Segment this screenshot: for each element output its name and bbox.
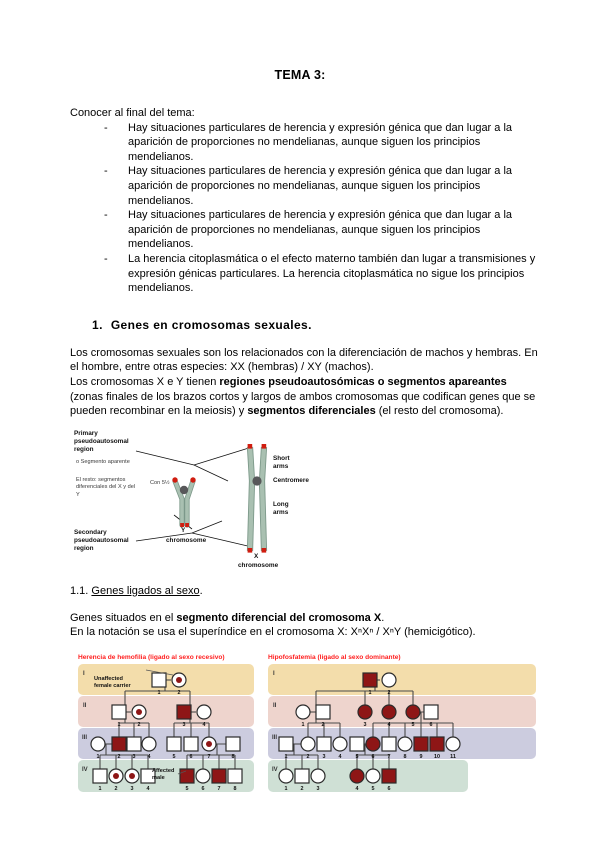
pedigree-symbol-female-unaffected xyxy=(333,737,347,751)
paragraph-text: . xyxy=(381,611,385,624)
pedigree-symbol-male-affected xyxy=(180,769,194,783)
generation-II-symbols xyxy=(296,705,438,719)
svg-text:4: 4 xyxy=(146,785,150,792)
pedigree-symbol-female-affected xyxy=(358,705,372,719)
pedigree-symbol-female-unaffected xyxy=(366,769,380,783)
pedigree-symbol-male-unaffected xyxy=(382,737,396,751)
pedigree-symbol-female-unaffected xyxy=(311,769,325,783)
paragraph-x-linked-genes xyxy=(70,611,538,626)
pedigree-symbol-male-unaffected xyxy=(167,737,181,751)
carrier-dot xyxy=(113,773,119,779)
carrier-dot xyxy=(176,677,182,683)
svg-text:5: 5 xyxy=(185,785,189,792)
svg-text:1: 1 xyxy=(368,689,372,696)
label-y-chromosome-name: Y xyxy=(181,526,186,534)
pedigree-symbol-male-affected xyxy=(430,737,444,751)
pedigree-symbol-male-unaffected xyxy=(127,737,141,751)
pedigree-title-hemophilia: Herencia de hemofilia (ligado al sexo recesivo) xyxy=(78,653,225,661)
svg-text:2: 2 xyxy=(137,721,141,728)
document-body xyxy=(0,106,600,804)
pedigree-symbol-female-affected xyxy=(350,769,364,783)
pedigree-svg-hypophosphatemia xyxy=(268,664,536,794)
pedigree-symbol-male-unaffected xyxy=(350,737,364,751)
y-chromosome-glyph xyxy=(172,477,195,527)
pedigree-symbol-female-affected xyxy=(382,705,396,719)
carrier-dot xyxy=(136,709,142,715)
svg-text:3: 3 xyxy=(132,753,136,760)
list-item xyxy=(104,164,538,208)
svg-text:3: 3 xyxy=(363,721,367,728)
dash-marker: - xyxy=(104,165,108,178)
annotation-line: female carrier xyxy=(94,682,131,689)
svg-text:4: 4 xyxy=(202,721,206,728)
svg-text:4: 4 xyxy=(355,785,359,792)
generation-label-III: III xyxy=(82,734,88,741)
subsection-title: Genes ligados al sexo xyxy=(91,584,200,597)
term-differential-segments: segmentos diferenciales xyxy=(247,405,376,418)
pedigree-chart-hemophilia xyxy=(78,664,254,799)
pedigree-symbol-male-unaffected xyxy=(226,737,240,751)
svg-text:6: 6 xyxy=(387,785,391,792)
svg-text:8: 8 xyxy=(231,753,235,760)
section-number: 1. xyxy=(92,317,103,332)
label-secondary-region xyxy=(74,529,136,554)
svg-text:1: 1 xyxy=(117,721,121,728)
svg-text:6: 6 xyxy=(189,753,193,760)
svg-text:11: 11 xyxy=(450,753,456,760)
label-line: arms xyxy=(273,462,289,470)
label-line: region xyxy=(74,446,94,454)
telomere-dot xyxy=(262,444,267,449)
paragraph-notation: En la notación se usa el superíndice en el cromosoma X: XⁿXⁿ / XⁿY (hemicigótico). xyxy=(70,626,476,639)
subsection-heading-1-1 xyxy=(70,585,538,597)
pedigree-symbol-male-unaffected xyxy=(184,737,198,751)
leader-lines xyxy=(136,447,252,547)
pedigree-charts-row xyxy=(70,654,538,804)
carrier-dot xyxy=(206,741,212,747)
term-pseudoautosomal: regiones pseudoautosómicas o segmentos apareantes xyxy=(219,375,507,388)
svg-text:1: 1 xyxy=(157,689,161,696)
list-item xyxy=(104,252,538,296)
svg-text:3: 3 xyxy=(130,785,134,792)
svg-text:2: 2 xyxy=(387,689,391,696)
objectives-list xyxy=(70,121,538,296)
label-x-chromosome-word: chromosome xyxy=(238,561,279,569)
generation-label-I: I xyxy=(273,670,275,677)
page-title: TEMA 3: xyxy=(274,68,326,82)
carrier-dot xyxy=(129,773,135,779)
svg-text:5: 5 xyxy=(355,753,359,760)
handwritten-note-con: Con 5½ xyxy=(150,479,170,486)
label-line: pseudoautosomal xyxy=(74,536,129,544)
annotation-line: Affected xyxy=(152,767,175,774)
annotation-unaffected-carrier xyxy=(94,676,131,690)
pedigree-symbol-male-unaffected xyxy=(317,737,331,751)
subsection-number: 1.1. xyxy=(70,584,89,597)
generation-label-II: II xyxy=(273,702,277,709)
pedigree-symbol-female-affected xyxy=(406,705,420,719)
svg-text:5: 5 xyxy=(411,721,415,728)
telomere-dot xyxy=(185,523,189,527)
telomere-dot xyxy=(262,548,267,553)
annotation-line: male xyxy=(152,774,165,781)
dash-marker: - xyxy=(104,121,108,134)
annotation-line: Unaffected xyxy=(94,675,123,682)
x-chromosome-glyph xyxy=(248,444,267,553)
svg-text:9: 9 xyxy=(419,753,423,760)
telomere-dot xyxy=(190,477,195,482)
label-line: region xyxy=(74,545,94,553)
label-short-arms xyxy=(273,455,290,471)
pedigree-symbol-female-unaffected xyxy=(91,737,105,751)
pedigree-symbol-male-unaffected xyxy=(93,769,107,783)
pedigree-symbol-female-unaffected xyxy=(398,737,412,751)
svg-text:8: 8 xyxy=(403,753,407,760)
pedigree-symbol-male-affected xyxy=(363,673,377,687)
svg-text:7: 7 xyxy=(387,753,391,760)
lead-text: Conocer al final del tema: xyxy=(70,107,195,119)
label-line: Secondary xyxy=(74,528,107,536)
pedigree-symbol-female-unaffected xyxy=(196,769,210,783)
svg-text:2: 2 xyxy=(300,785,304,792)
svg-text:2: 2 xyxy=(177,689,181,696)
generation-label-IV: IV xyxy=(272,766,278,773)
pedigree-symbol-female-affected xyxy=(366,737,380,751)
svg-text:1: 1 xyxy=(96,753,100,760)
label-centromere: Centromere xyxy=(273,476,309,484)
pedigree-symbol-male-unaffected xyxy=(152,673,166,687)
handwritten-note-apparent-segment: o Segmento aparente xyxy=(76,458,130,465)
svg-text:4: 4 xyxy=(147,753,151,760)
svg-text:4: 4 xyxy=(338,753,342,760)
svg-text:1: 1 xyxy=(301,721,305,728)
chromosome-figure xyxy=(74,429,309,569)
pedigree-symbol-male-affected xyxy=(177,705,191,719)
pedigree-symbol-female-unaffected xyxy=(382,673,396,687)
generation-band-I xyxy=(268,664,536,695)
svg-text:1: 1 xyxy=(284,753,288,760)
paragraph-pseudoautosomal xyxy=(70,375,538,419)
svg-text:1: 1 xyxy=(284,785,288,792)
pedigree-symbol-male-affected xyxy=(414,737,428,751)
svg-text:7: 7 xyxy=(217,785,221,792)
generation-label-III: III xyxy=(272,734,278,741)
centromere-dot xyxy=(252,476,261,485)
pedigree-symbol-male-unaffected xyxy=(316,705,330,719)
label-x-chromosome-name: X xyxy=(254,552,259,560)
list-item-text: Hay situaciones particulares de herencia y expresión génica que dan lugar a la aparición de proporciones no mendelianas, aunque siguen los principios mendelianos. xyxy=(128,209,513,251)
centromere-dot xyxy=(180,485,188,493)
paragraph-sex-chromosomes xyxy=(70,346,538,375)
generation-III-symbols xyxy=(279,737,460,751)
generation-label-I: I xyxy=(83,670,85,677)
dash-marker: - xyxy=(104,252,108,265)
list-item xyxy=(104,121,538,165)
svg-text:5: 5 xyxy=(371,785,375,792)
svg-text:2: 2 xyxy=(114,785,118,792)
pedigree-title-hypophosphatemia: Hipofosfatemia (ligado al sexo dominante) xyxy=(268,653,401,661)
annotation-affected-male xyxy=(152,768,174,782)
section-heading-1 xyxy=(70,318,538,332)
svg-text:7: 7 xyxy=(207,753,211,760)
svg-text:2: 2 xyxy=(306,753,310,760)
paragraph-text: (el resto del cromosoma). xyxy=(375,405,504,418)
pedigree-symbol-male-unaffected xyxy=(424,705,438,719)
label-line: Short xyxy=(273,454,290,462)
label-long-arms xyxy=(273,501,289,517)
label-line: pseudoautosomal xyxy=(74,437,129,445)
subsection-period: . xyxy=(199,584,203,597)
list-item xyxy=(104,208,538,252)
svg-text:3: 3 xyxy=(316,785,320,792)
telomere-dot xyxy=(248,548,253,553)
svg-text:2: 2 xyxy=(117,753,121,760)
paragraph-text: Los cromosomas sexuales son los relacionados con la diferenciación de machos y hembras. En el hombre, entre otras especies: XX (hembras) / XY (machos). xyxy=(70,346,538,374)
svg-text:6: 6 xyxy=(429,721,433,728)
pedigree-symbol-female-unaffected xyxy=(197,705,211,719)
label-line: Primary xyxy=(74,429,98,437)
section-title: Genes en cromosomas sexuales. xyxy=(110,317,312,332)
pedigree-symbol-male-unaffected xyxy=(279,737,293,751)
label-line: arms xyxy=(273,508,289,516)
pedigree-symbol-female-unaffected xyxy=(279,769,293,783)
list-item-text: La herencia citoplasmática o el efecto materno también dan lugar a transmisiones y expresión génicas particulares. La herencia citoplasmática no sigue los principios mendelianos. xyxy=(128,252,536,295)
svg-text:10: 10 xyxy=(434,753,440,760)
svg-text:6: 6 xyxy=(201,785,205,792)
pedigree-symbol-male-unaffected xyxy=(295,769,309,783)
paragraph-text: (zonas finales de los brazos cortos y largos de ambos cromosomas que codifican genes que se pueden recombinar en la meiosis) y xyxy=(70,390,536,418)
svg-text:3: 3 xyxy=(182,721,186,728)
pedigree-symbol-male-affected xyxy=(112,737,126,751)
svg-text:5: 5 xyxy=(172,753,176,760)
pedigree-chart-hypophosphatemia xyxy=(268,664,536,799)
pedigree-symbol-male-unaffected xyxy=(228,769,242,783)
term-differential-segment-x: segmento diferencial del cromosoma X xyxy=(176,611,382,624)
paragraph-text: Genes situados en el xyxy=(70,611,177,624)
pedigree-symbol-male-affected xyxy=(382,769,396,783)
pedigree-symbol-female-unaffected xyxy=(301,737,315,751)
pedigree-symbol-male-affected xyxy=(212,769,226,783)
pedigree-symbol-female-unaffected xyxy=(446,737,460,751)
svg-text:4: 4 xyxy=(387,721,391,728)
svg-text:8: 8 xyxy=(233,785,237,792)
telomere-dot xyxy=(248,444,253,449)
label-y-chromosome-word: chromosome xyxy=(166,536,207,544)
handwritten-note-differential-segments: El resto: segmentos diferenciales del X y del Y xyxy=(76,476,136,498)
svg-text:2: 2 xyxy=(321,721,325,728)
pedigree-symbol-female-unaffected xyxy=(142,737,156,751)
dash-marker: - xyxy=(104,209,108,222)
list-item-text: Hay situaciones particulares de herencia y expresión génica que dan lugar a la aparición de proporciones no mendelianas, aunque siguen los principios mendelianos. xyxy=(128,121,513,163)
generation-label-II: II xyxy=(83,702,87,709)
label-primary-region xyxy=(74,430,136,455)
svg-text:3: 3 xyxy=(322,753,326,760)
paragraph-text: Los cromosomas X e Y tienen xyxy=(70,375,220,388)
svg-text:1: 1 xyxy=(98,785,102,792)
generation-label-IV: IV xyxy=(82,766,88,773)
generation-band-II xyxy=(78,696,254,727)
pedigree-symbol-male-unaffected xyxy=(112,705,126,719)
svg-text:6: 6 xyxy=(371,753,375,760)
pedigree-symbol-female-unaffected xyxy=(296,705,310,719)
telomere-dot xyxy=(172,477,177,482)
list-item-text: Hay situaciones particulares de herencia y expresión génica que dan lugar a la aparición de proporciones no mendelianas, aunque siguen los principios mendelianos. xyxy=(128,165,513,207)
label-line: Long xyxy=(273,500,289,508)
